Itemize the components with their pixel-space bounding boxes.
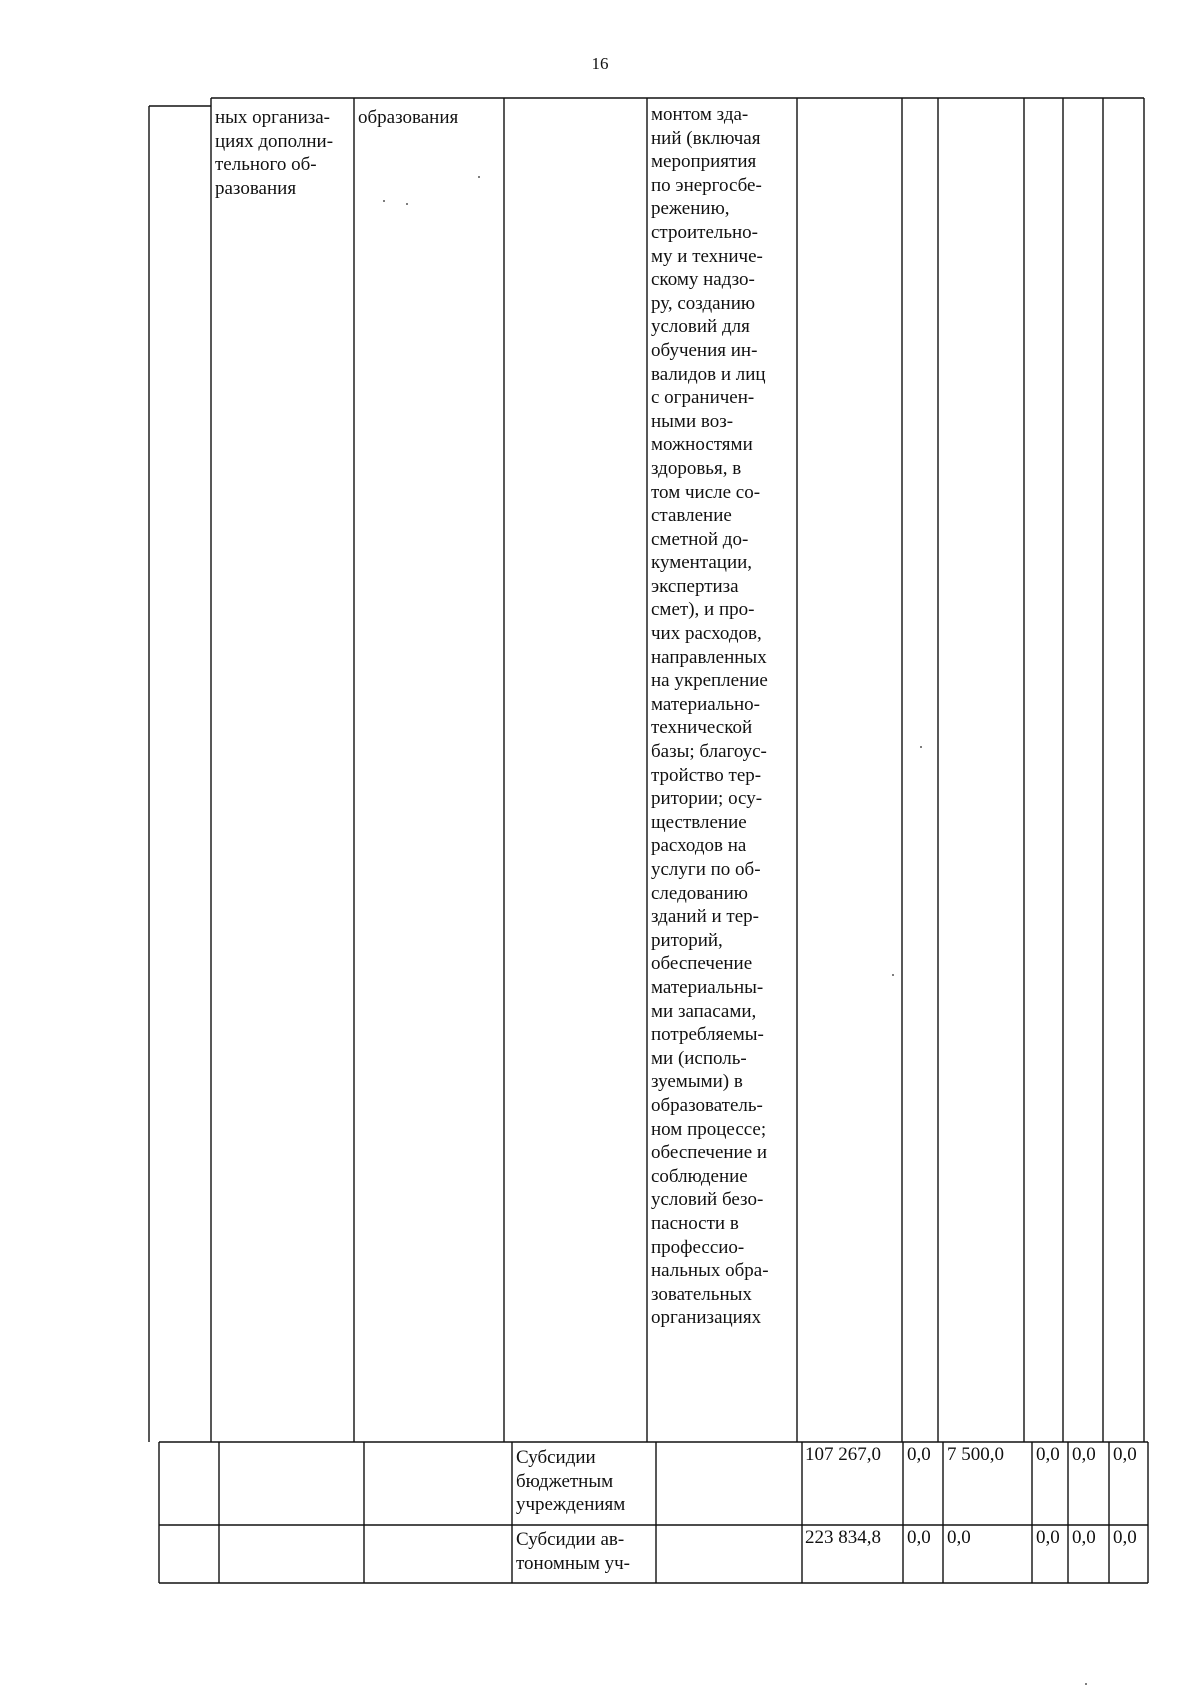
row1-category-cell: образования (358, 107, 459, 128)
row2-value-3: 7 500,0 (947, 1444, 1004, 1465)
scan-speck (478, 176, 480, 178)
row3-value-2: 0,0 (907, 1527, 931, 1548)
row3-label-cell: Субсидии ав- тономным уч- (516, 1529, 630, 1574)
scan-speck (920, 746, 922, 748)
scan-speck (1085, 1683, 1087, 1685)
row3-value-4: 0,0 (1036, 1527, 1060, 1548)
row3-value-5: 0,0 (1072, 1527, 1096, 1548)
scan-speck (383, 200, 385, 202)
row2-value-6: 0,0 (1113, 1444, 1137, 1465)
row2-value-4: 0,0 (1036, 1444, 1060, 1465)
scan-speck (406, 203, 408, 205)
scan-speck (892, 974, 894, 976)
row1-org-type-cell: ных организа- циях дополни- тельного об- разования (215, 107, 334, 199)
row1-description-cell: монтом зда- ний (включая мероприятия по энергосбе- режению, строительно- му и техниче- скому надзо- ру, созданию условий для обучения ин- валидов и лиц с ограничен- ными воз- можностями здоровья, в том числе со- ставление сметной до- кументации, экспертиза смет), и про- чих расходов, направленных на укрепление материально- технической базы; благоус- тройство тер- ритории; осу- ществление расходов на услуги по об- следованию зданий и тер- риторий, обеспечение материальны- ми запасами, потребляемы- ми (исполь- зуемыми) в образователь- ном процессе; обеспечение и соблюдение условий безо- пасности в профессио- нальных обра- зовательных организациях (651, 104, 769, 1329)
row3-value-3: 0,0 (947, 1527, 971, 1548)
row3-value-6: 0,0 (1113, 1527, 1137, 1548)
row2-label-cell: Субсидии бюджетным учреждениям (516, 1447, 626, 1516)
row2-value-1: 107 267,0 (805, 1444, 881, 1465)
row2-value-2: 0,0 (907, 1444, 931, 1465)
row2-value-5: 0,0 (1072, 1444, 1096, 1465)
page-number: 16 (591, 54, 609, 73)
row3-value-1: 223 834,8 (805, 1527, 881, 1548)
